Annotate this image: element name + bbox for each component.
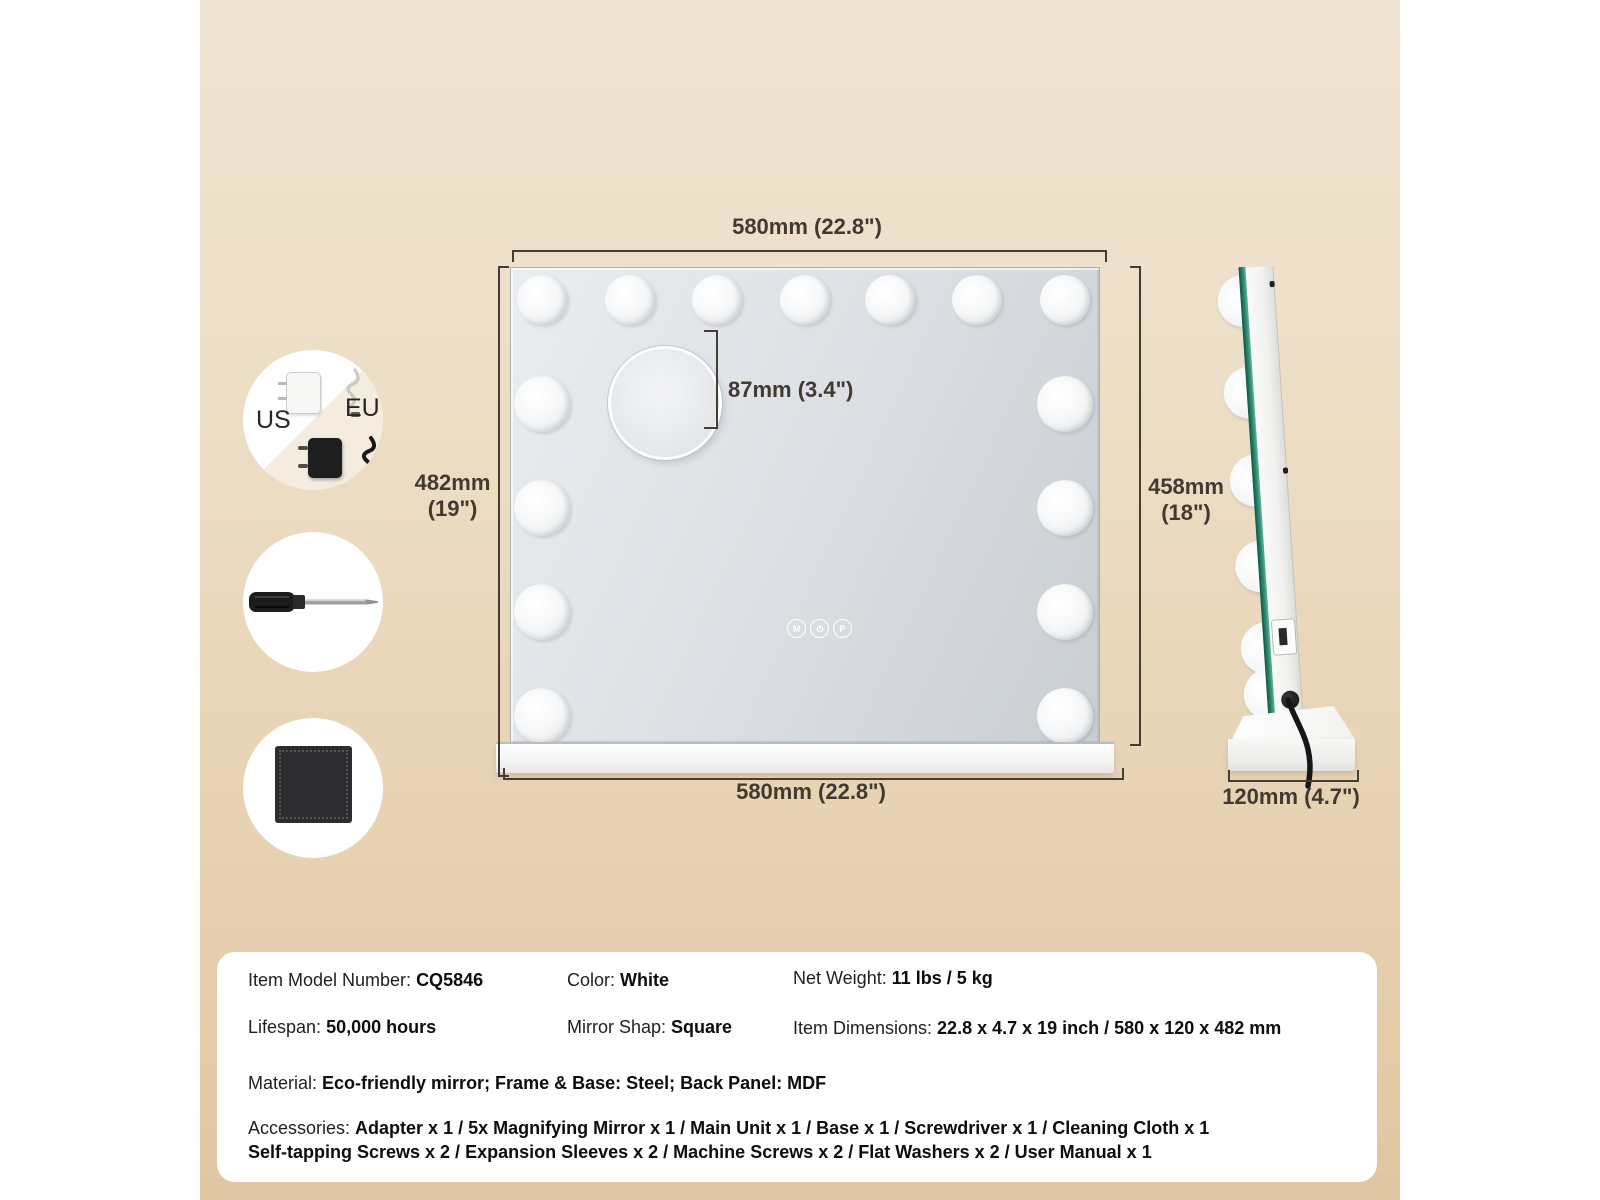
us-prong — [278, 397, 287, 400]
led-bulb-icon — [514, 584, 570, 640]
touch-button-m[interactable] — [787, 619, 806, 638]
spec-color — [567, 969, 669, 993]
spec-dimensions-label: Item Dimensions: — [793, 1018, 938, 1038]
spec-dimensions-value: 22.8 x 4.7 x 19 inch / 580 x 120 x 482 mm — [937, 1018, 1282, 1038]
power-icon — [815, 624, 825, 634]
led-bulb-icon — [1037, 480, 1093, 536]
us-prong — [278, 382, 287, 385]
dimension-label-bottom: 580mm (22.8") — [736, 779, 886, 804]
led-bulb-icon — [952, 275, 1002, 325]
eu-adapter-icon — [308, 438, 342, 478]
spec-color-value: White — [620, 970, 670, 990]
spec-material-value: Eco-friendly mirror; Frame & Base: Steel; Back Panel: MDF — [322, 1073, 827, 1093]
dimension-label-magnifier: 87mm (3.4") — [728, 377, 854, 402]
spec-accessories-value-line2: Self-tapping Screws x 2 / Expansion Sleeves x 2 / Machine Screws x 2 / Flat Washers x 2 / User Manual x 1 — [248, 1141, 1152, 1162]
led-bulb-icon — [1037, 688, 1093, 744]
spec-net-weight — [793, 967, 993, 991]
screw-dot — [1283, 467, 1288, 473]
dimension-bracket-top — [512, 250, 1107, 262]
spec-lifespan — [248, 1016, 436, 1040]
spec-lifespan-label: Lifespan: — [248, 1017, 327, 1037]
spec-material — [248, 1072, 826, 1096]
spec-net-weight-label: Net Weight: — [793, 968, 892, 988]
spec-model-value: CQ5846 — [416, 970, 484, 990]
spec-model — [248, 969, 483, 993]
screwdriver-icon — [247, 588, 381, 616]
eu-pin — [298, 446, 308, 450]
cloth-circle — [243, 718, 383, 858]
touch-button-power[interactable] — [810, 619, 829, 638]
led-bulb-icon — [692, 275, 742, 325]
led-bulb-icon — [514, 480, 570, 536]
mirror-front-view — [510, 267, 1100, 744]
dimension-label-top: 580mm (22.8") — [732, 214, 882, 239]
spec-mirror-shape-value: Square — [671, 1017, 733, 1037]
led-bulb-icon — [1040, 275, 1090, 325]
dimension-label-left — [390, 470, 515, 522]
led-bulb-icon — [1037, 584, 1093, 640]
screwdriver-circle — [243, 532, 383, 672]
led-bulb-icon — [514, 688, 570, 744]
touch-button-p-label: P — [839, 623, 846, 634]
spec-material-label: Material: — [248, 1073, 323, 1093]
touch-button-p[interactable] — [833, 619, 852, 638]
dimension-label-right — [1126, 474, 1246, 526]
dimension-label-right-mm: 458mm — [1148, 474, 1224, 499]
adapter-circle — [243, 350, 383, 490]
spec-model-label: Item Model Number: — [248, 970, 417, 990]
led-bulb-icon — [605, 275, 655, 325]
led-bulb-icon — [865, 275, 915, 325]
spec-accessories-label: Accessories: — [248, 1118, 356, 1138]
led-bulb-icon — [1037, 376, 1093, 432]
eu-cable-icon — [345, 434, 383, 486]
led-bulb-icon — [517, 275, 567, 325]
dimension-label-left-mm: 482mm — [414, 470, 491, 495]
touch-button-m-label: M — [792, 623, 801, 634]
spec-lifespan-value: 50,000 hours — [326, 1017, 437, 1037]
dimension-bracket-magnifier — [704, 330, 718, 429]
us-label: US — [256, 406, 291, 434]
dimension-label-left-inch: (19") — [427, 496, 478, 521]
us-adapter-icon — [286, 372, 321, 414]
spec-dimensions — [793, 1017, 1281, 1041]
spec-panel — [217, 952, 1377, 1182]
screw-dot — [1269, 281, 1274, 287]
cleaning-cloth-icon — [275, 746, 352, 823]
spec-color-label: Color: — [567, 970, 621, 990]
eu-pin — [298, 464, 308, 468]
spec-net-weight-value: 11 lbs / 5 kg — [891, 968, 993, 988]
spec-accessories — [248, 1117, 1209, 1164]
usb-port[interactable] — [1271, 618, 1297, 656]
spec-mirror-shape-label: Mirror Shap: — [567, 1017, 672, 1037]
dimension-label-right-inch: (18") — [1161, 500, 1211, 525]
led-bulb-icon — [780, 275, 830, 325]
spec-accessories-value-line1: Adapter x 1 / 5x Magnifying Mirror x 1 / Main Unit x 1 / Base x 1 / Screwdriver x 1 / Cleaning Cloth x 1 — [355, 1118, 1210, 1138]
eu-label: EU — [345, 394, 380, 422]
spec-mirror-shape — [567, 1016, 732, 1040]
dimension-bracket-depth — [1228, 770, 1359, 782]
dimension-label-depth: 120mm (4.7") — [1222, 784, 1360, 809]
led-bulb-icon — [514, 376, 570, 432]
